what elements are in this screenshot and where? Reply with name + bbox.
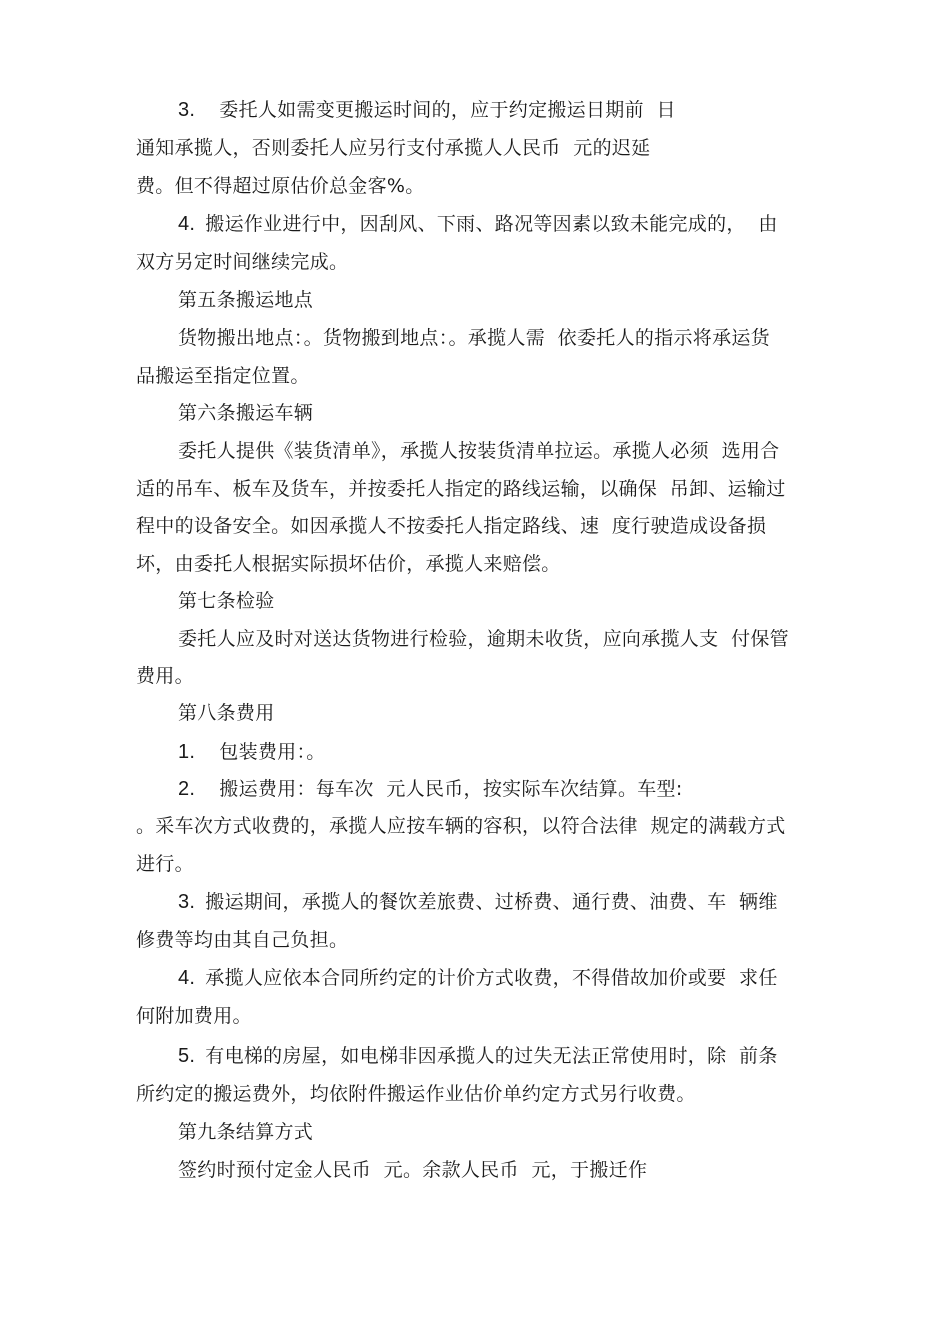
text-line: 适的吊车、板车及货车，并按委托人指定的路线运输，以确保 吊卸、运输过	[136, 478, 786, 500]
text-line: 费用。	[136, 665, 194, 687]
section-heading: 第七条检验	[178, 590, 275, 612]
section-heading: 第六条搬运车辆	[178, 402, 314, 424]
text-line: 委托人应及时对送达货物进行检验，逾期未收货，应向承揽人支 付保管	[178, 628, 789, 650]
item-number: 2.	[178, 778, 196, 800]
line-text: 承揽人应依本合同所约定的计价方式收费，不得借故加价或要 求任	[205, 967, 778, 989]
text-line	[178, 1044, 778, 1068]
text-line	[178, 890, 778, 914]
text-line	[178, 777, 683, 801]
text-line: 何附加费用。	[136, 1005, 252, 1027]
text-line: 进行。	[136, 853, 194, 875]
text-line: 品搬运至指定位置。	[136, 365, 310, 387]
line-text: 包装费用：。	[219, 741, 326, 763]
item-number: 4.	[178, 213, 196, 235]
line-text: 委托人如需变更搬运时间的，应于约定搬运日期前 日	[219, 99, 676, 121]
item-number: 3.	[178, 99, 196, 121]
line-text: 搬运期间，承揽人的餐饮差旅费、过桥费、通行费、油费、车 辆维	[205, 891, 778, 913]
text-line: 费。但不得超过原估价总金客%。	[136, 175, 425, 197]
text-line: 程中的设备安全。如因承揽人不按委托人指定路线、速 度行驶造成设备损	[136, 515, 767, 537]
section-heading: 第九条结算方式	[178, 1121, 314, 1143]
line-text: 有电梯的房屋，如电梯非因承揽人的过失无法正常使用时，除 前条	[205, 1045, 778, 1067]
section-heading: 第八条费用	[178, 702, 275, 724]
item-number: 3.	[178, 891, 196, 913]
text-line	[178, 98, 676, 122]
item-number: 4.	[178, 967, 196, 989]
text-line	[178, 966, 778, 990]
item-number: 5.	[178, 1045, 196, 1067]
line-text: 搬运费用：每车次 元人民币，按实际车次结算。车型:	[219, 778, 683, 800]
text-line	[178, 212, 778, 236]
text-line: 。采车次方式收费的，承揽人应按车辆的容积，以符合法律 规定的满载方式	[136, 815, 786, 837]
text-line: 通知承揽人，否则委托人应另行支付承揽人人民币 元的迟延	[136, 137, 651, 159]
line-text: 搬运作业进行中，因刮风、下雨、路况等因素以致未能完成的， 由	[205, 213, 778, 235]
text-line: 委托人提供《装货清单》，承揽人按装货清单拉运。承揽人必须 选用合	[178, 440, 780, 462]
text-line: 签约时预付定金人民币 元。余款人民币 元，于搬迁作	[178, 1159, 648, 1181]
section-heading: 第五条搬运地点	[178, 289, 314, 311]
text-line: 修费等均由其自己负担。	[136, 929, 349, 951]
text-line: 双方另定时间继续完成。	[136, 251, 349, 273]
text-line	[178, 740, 326, 764]
text-line: 货物搬出地点：。货物搬到地点：。承揽人需 依委托人的指示将承运货	[178, 327, 770, 349]
text-line: 坏，由委托人根据实际损坏估价，承揽人来赔偿。	[136, 553, 561, 575]
text-line: 所约定的搬运费外，均依附件搬运作业估价单约定方式另行收费。	[136, 1083, 696, 1105]
item-number: 1.	[178, 741, 196, 763]
